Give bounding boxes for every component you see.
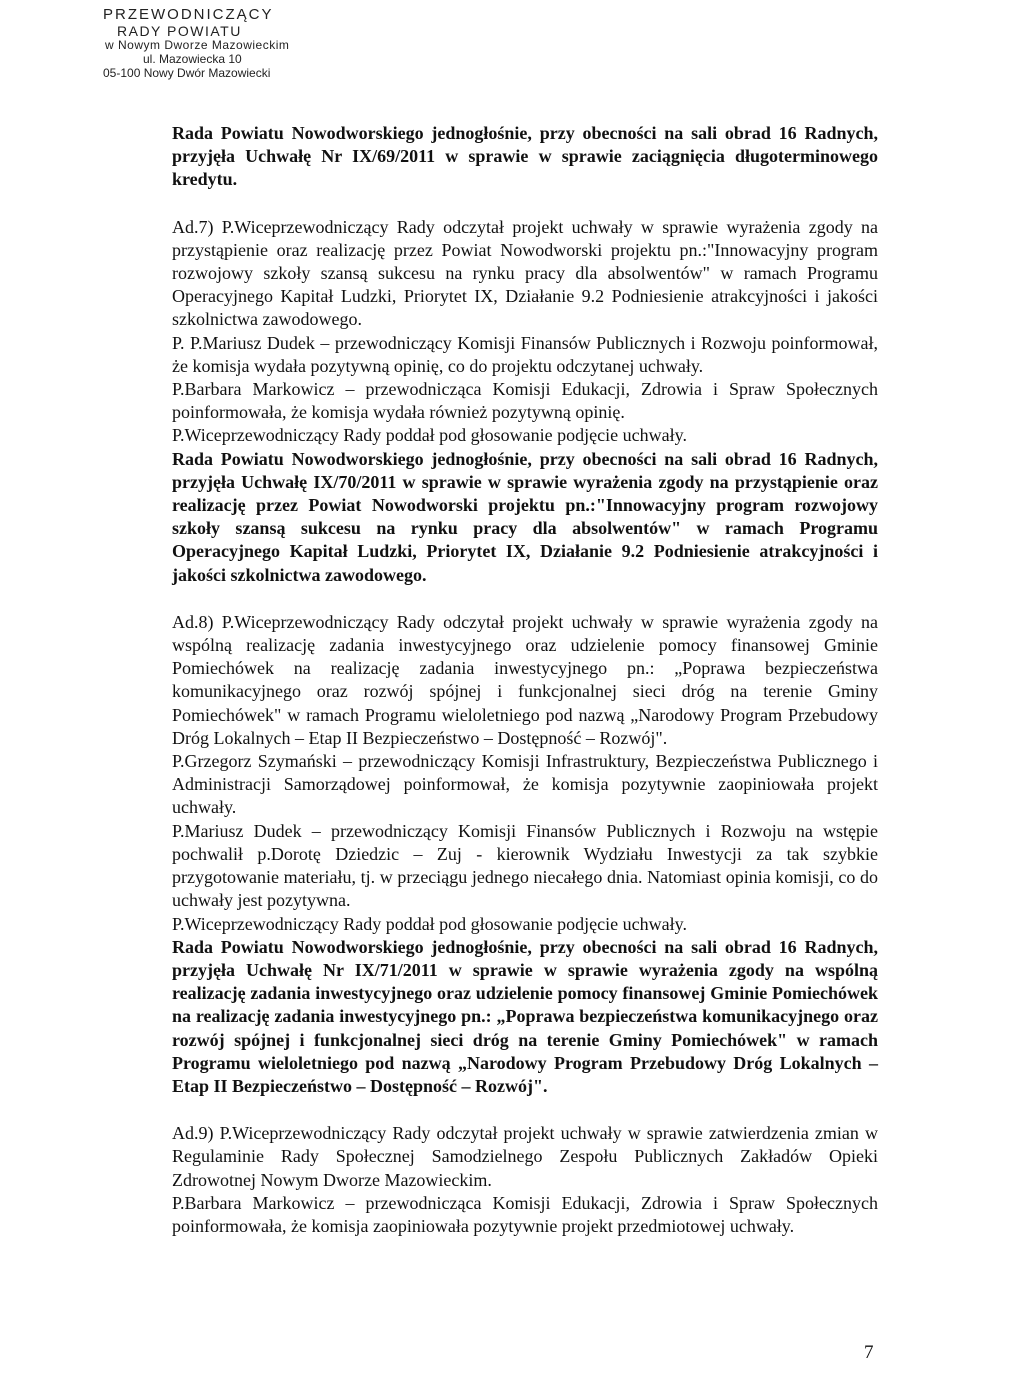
agenda-item-8-paragraph: Ad.8) P.Wiceprzewodniczący Rady odczytał projekt uchwały w sprawie wyrażenia zgody na wspólną realizację zadania inwestycyjnego oraz udzielenie pomocy finansowej Gminie Pomiechówek na realizację zadania inwestycyjnego pn.: „Poprawa bezpieczeństwa komunikacyjnego oraz rozwój spójnej i funkcjonalnej sieci dróg na terenie Gminy Pomiechówek" w ramach Programu wieloletniego pod nazwą „Narodowy Program Przebudowy Dróg Lokalnych – Etap II Bezpieczeństwo – Dostępność – Rozwój". [172, 611, 878, 748]
vote-call-paragraph-2: P.Wiceprzewodniczący Rady poddał pod głosowanie podjęcie uchwały. [172, 913, 687, 934]
resolution-69-paragraph: Rada Powiatu Nowodworskiego jednogłośnie, przy obecności na sali obrad 16 Radnych, przyjęła Uchwałę Nr IX/69/2011 w sprawie w sprawie zaciągnięcia długoterminowego kredytu. [172, 123, 878, 190]
agenda-item-9-paragraph: Ad.9) P.Wiceprzewodniczący Rady odczytał projekt uchwały w sprawie zatwierdzenia zmian w Regulaminie Rady Społecznej Samodzielnego Zespołu Publicznych Zakładów Opieki Zdrowotnej Nowym Dworze Mazowieckim. [172, 1123, 878, 1190]
document-body [172, 122, 878, 1238]
finance-committee-opinion-paragraph: P. P.Mariusz Dudek – przewodniczący Komisji Finansów Publicznych i Rozwoju poinformował, że komisja wydała pozytywną opinię, co do projektu odczytanej uchwały. [172, 332, 878, 376]
resolution-70-paragraph: Rada Powiatu Nowodworskiego jednogłośnie, przy obecności na sali obrad 16 Radnych, przyjęła Uchwałę IX/70/2011 w sprawie w sprawie wyrażenia zgody na przystąpienie oraz realizację przez Powiat Nowodworski projektu pn.:"Innowacyjny program rozwojowy szkoły szansą sukcesu na rynku pracy dla absolwentów" w ramach Programu Operacyjnego Kapitał Ludzki, Priorytet IX, Działanie 9.2 Podniesienie atrakcyjności i jakości szkolnictwa zawodowego. [172, 448, 878, 585]
education-committee-opinion-paragraph-2: P.Barbara Markowicz – przewodnicząca Komisji Edukacji, Zdrowia i Spraw Społecznych poinformowała, że komisja zaopiniowała pozytywnie projekt przedmiotowej uchwały. [172, 1192, 878, 1236]
stamp-line-title: PRZEWODNICZĄCY [103, 6, 274, 23]
stamp-line-city: w Nowym Dworze Mazowieckim [105, 38, 290, 53]
resolution-71-paragraph: Rada Powiatu Nowodworskiego jednogłośnie, przy obecności na sali obrad 16 Radnych, przyjęła Uchwałę Nr IX/71/2011 w sprawie w sprawie wyrażenia zgody na wspólną realizację zadania inwestycyjnego oraz udzielenie pomocy finansowej Gminie Pomiechówek na realizację zadania inwestycyjnego pn.: „Poprawa bezpieczeństwa komunikacyjnego oraz rozwój spójnej i funkcjonalnej sieci dróg na terenie Gminy Pomiechówek" w ramach Programu wieloletniego pod nazwą „Narodowy Program Przebudowy Dróg Lokalnych – Etap II Bezpieczeństwo – Dostępność – Rozwój". [172, 936, 878, 1096]
finance-committee-remark-paragraph: P.Mariusz Dudek – przewodniczący Komisji Finansów Publicznych i Rozwoju na wstępie pochwalił p.Dorotę Dziedzic – Zuj - kierownik Wydziału Inwestycji za tak szybkie przygotowanie materiału, tj. w przeciągu jednego niecałego dnia. Natomiast opinia komisji, co do uchwały jest pozytywna. [172, 820, 878, 911]
stamp-line-council: RADY POWIATU [117, 23, 242, 40]
education-committee-opinion-paragraph: P.Barbara Markowicz – przewodnicząca Komisji Edukacji, Zdrowia i Spraw Społecznych poinformowała, że komisja wydała również pozytywną opinię. [172, 379, 878, 423]
stamp-line-postal: 05-100 Nowy Dwór Mazowiecki [103, 65, 271, 80]
infrastructure-committee-opinion-paragraph: P.Grzegorz Szymański – przewodniczący Komisji Infrastruktury, Bezpieczeństwa Publicznego i Administracji Samorządowej poinformował, że komisja pozytywnie zaopiniowała projekt uchwały. [172, 751, 878, 818]
page-number: 7 [864, 1342, 874, 1363]
council-chairman-stamp [103, 6, 363, 81]
agenda-item-7-paragraph: Ad.7) P.Wiceprzewodniczący Rady odczytał projekt uchwały w sprawie wyrażenia zgody na przystąpienie oraz realizację przez Powiat Nowodworski projektu pn.:"Innowacyjny program rozwojowy szkoły szansą sukcesu na rynku pracy dla absolwentów" w ramach Programu Operacyjnego Kapitał Ludzki, Priorytet IX, Działanie 9.2 Podniesienie atrakcyjności i jakości szkolnictwa zawodowego. [172, 216, 878, 330]
vote-call-paragraph: P.Wiceprzewodniczący Rady poddał pod głosowanie podjęcie uchwały. [172, 425, 687, 446]
stamp-line-street: ul. Mazowiecka 10 [143, 52, 242, 67]
